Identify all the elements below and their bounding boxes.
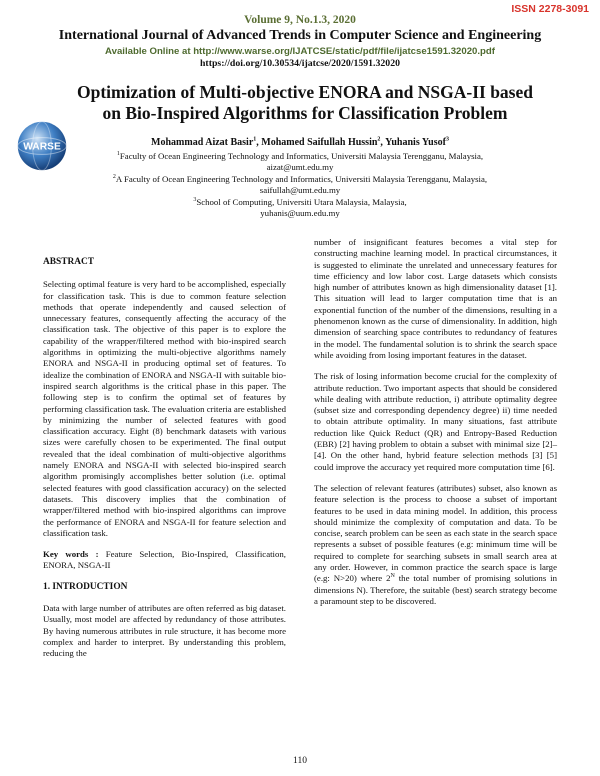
affiliation-mark: 2 xyxy=(112,173,116,180)
page-number: 110 xyxy=(293,756,307,766)
affiliation-email: aizat@umt.edu.my xyxy=(266,162,334,173)
author-separator: , xyxy=(380,137,386,148)
author-name: Mohammad Aizat Basir xyxy=(151,137,254,148)
affiliation-line xyxy=(60,185,540,196)
affiliation-email: yuhanis@uum.edu.my xyxy=(260,208,340,219)
keywords-text: Feature Selection, Bio-Inspired, Classification, ENORA, NSGA-II xyxy=(43,549,286,571)
author-affiliation-mark: 3 xyxy=(445,136,449,143)
keywords-paragraph xyxy=(43,549,286,572)
author-name: Mohamed Saifullah Hussin xyxy=(261,137,378,148)
affiliation-line xyxy=(60,197,540,208)
right-paragraph-3 xyxy=(314,483,557,607)
issn-label: ISSN 2278-3091 xyxy=(511,3,589,15)
affiliation-mark: 3 xyxy=(193,196,197,203)
affiliation-line xyxy=(60,208,540,219)
author-affiliation-mark: 2 xyxy=(377,136,381,143)
logo-text: WARSE xyxy=(23,141,61,153)
affiliation-text: School of Computing, Universiti Utara Malaysia, Malaysia, xyxy=(196,196,407,207)
right-paragraph-1: number of insignificant features becomes a vital step for constructing machine learning model. In practical circumstances, it is suggested to eliminate the unrelated and unnecessary features for time efficiency and low labor cost. Large datasets which consists high number of attributes known as high dimensionality dataset [1]. This situation will lead to larger computation time that is an exponential function of the number of the dimensions, resulting in a phenomenon known as the curse of dimensionality. In addition, high dimension of searching space contributes to redundancy of features in the model. The fundamental solution is to shrink the search space while avoiding from losing important features in the dataset. xyxy=(314,237,557,360)
left-column xyxy=(43,257,286,660)
available-online-link[interactable]: Available Online at http://www.warse.org/IJATCSE/static/pdf/file/ijatcse1591.32020.pdf xyxy=(105,45,495,57)
affiliation-line xyxy=(60,151,540,162)
superscript-n: N xyxy=(390,573,395,580)
keywords-label: Key words : xyxy=(43,549,106,560)
paragraph-3-text-a: The selection of relevant features (attributes) subset, also known as feature selection is the process to choose a subset of important features to be used in data mining model. In addition, this process should minimize the complexity of computation and data. To be concise, search problem can be seen as each state in the search space represents a subset of possible features (e.g: minimum time will be required to complete for searching subsets in small search area at any order. However, in common practice the search space is large (e.g: N>20) where 2 xyxy=(314,482,557,584)
paragraph-3-text-b: the total number of promising solutions in dimensions N). Therefore, the suitable (best) search strategy become a paramount step to be discovered. xyxy=(314,573,557,606)
affiliation-mark: 1 xyxy=(116,151,120,158)
affiliation-text: Faculty of Ocean Engineering Technology and Informatics, Universiti Malaysia Terengganu, Malaysia, xyxy=(119,151,484,161)
volume-line: Volume 9, No.1.3, 2020 xyxy=(244,14,356,26)
doi-link[interactable]: https://doi.org/10.30534/ijatcse/2020/1591.32020 xyxy=(199,58,400,70)
right-column xyxy=(314,237,557,607)
author-list xyxy=(60,137,540,148)
affiliation-line xyxy=(60,162,540,173)
affiliation-text: A Faculty of Ocean Engineering Technology and Informatics, Universiti Malaysia Terengganu, Malaysia, xyxy=(115,173,488,184)
affiliation-list xyxy=(60,151,540,219)
author-separator: , xyxy=(256,137,262,148)
journal-title: International Journal of Advanced Trends in Computer Science and Engineering xyxy=(58,27,542,43)
affiliation-line xyxy=(60,174,540,185)
abstract-heading: ABSTRACT xyxy=(43,257,95,267)
introduction-heading: 1. INTRODUCTION xyxy=(43,581,128,592)
paper-title: Optimization of Multi-objective ENORA and NSGA-II based on Bio-Inspired Algorithms for Classification Problem xyxy=(77,82,533,123)
journal-header xyxy=(40,14,560,70)
abstract-text: Selecting optimal feature is very hard to be accomplished, especially for classification task. This is due to common feature selection methods that operate independently and caused selection of unnecessary features, consequently affecting the accuracy of the classification task. The objective of this paper is to explore the capability of the wrapper/filtered method with bio-inspired search algorithms in optimizing the multi-objective algorithms namely ENORA and NSGA-II in producing optimal set of features. To idealize the combination of ENORA and NSGA-II with suitable bio-inspired search algorithms is the critical phase in this paper. The following step is to confirm the optimal set of features by performing classification task. The evaluation criteria are established by minimizing the number of selected features with good classification accuracy. Eight (8) benchmark datasets with various sizes were carefully chosen to be experimented. The final output revealed that the ideal combination of multi-objective algorithms namely ENORA and NSGA-II with selected bio-inspired search algorithm promisingly accomplishes better solution (i.e. optimal selected features with good classification accuracy) on the selected datasets. This discovery implies that the combination of wrapper/filtered method with bio-inspired algorithms can improve the performance of ENORA and NSGA-II for feature selection and classification task. xyxy=(43,279,286,538)
author-name: Yuhanis Yusof xyxy=(385,137,446,148)
affiliation-email: saifullah@umt.edu.my xyxy=(259,185,341,196)
intro-paragraph: Data with large number of attributes are often referred as big dataset. Usually, most model are affected by redundancy of those attributes. By having numerous attributes in rule structure, it has become more complex and harder to interpret. By understanding this problem, reducing the xyxy=(43,603,286,659)
right-paragraph-2: The risk of losing information become crucial for the complexity of attribute reduction. Two important aspects that should be considered while dealing with attribute reduction, i) attribute optimality degree (subset size and corresponding dependency degree) ii) time needed to obtain attribute optimality. In many situations, fast attribute reduction like Quick Reduct (QR) and Entropy-Based Reduction (EBR) [2] having problem to obtain a subset with minimal size [2]–[4]. On the other hand, hybrid feature selection methods [3] [5] could improve the accuracy yet required more computation time [6]. xyxy=(314,371,557,472)
author-affiliation-mark: 1 xyxy=(253,136,257,143)
